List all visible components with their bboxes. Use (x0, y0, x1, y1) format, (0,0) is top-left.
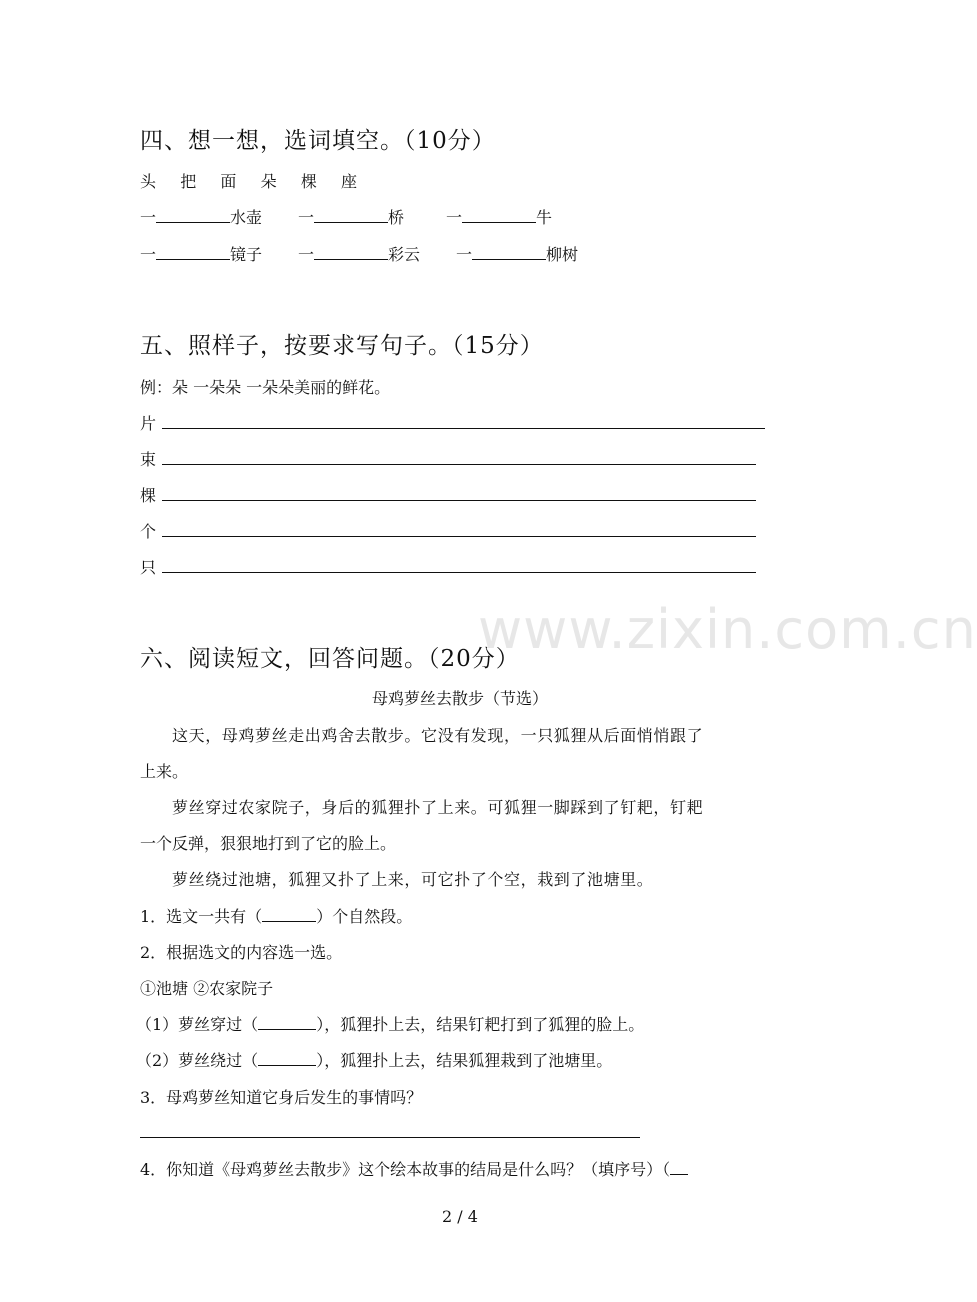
watermark: www.zixin.com.cn (478, 598, 977, 661)
passage-title: 母鸡萝丝去散步（节选） (371, 689, 548, 708)
word: 头 (140, 172, 157, 191)
question-1 (140, 904, 412, 927)
fill-suffix: 牛 (536, 208, 553, 227)
passage-para1-line1: 这天，母鸡萝丝走出鸡舍去散步。它没有发现，一只狐狸从后面悄悄跟了 (172, 726, 704, 745)
q3-answer-line[interactable] (140, 1137, 640, 1138)
fill-prefix: 一 (456, 245, 473, 264)
section4-title: 四、想一想，选词填空。（10分） (140, 128, 496, 154)
question-2: 2．根据选文的内容选一选。 (140, 943, 343, 962)
question-3: 3．母鸡萝丝知道它身后发生的事情吗？ (140, 1088, 423, 1107)
fill-suffix: 柳树 (546, 245, 579, 264)
answer-blank[interactable] (472, 243, 546, 260)
answer-blank[interactable] (156, 206, 230, 223)
fill-prefix: 一 (298, 245, 315, 264)
passage-para2-line1: 萝丝穿过农家院子，身后的狐狸扑了上来。可狐狸一脚踩到了钉耙，钉耙 (172, 798, 704, 817)
fill-row-2b (298, 242, 420, 265)
sentence-char: 片 (140, 414, 157, 433)
question-2-1 (136, 1012, 644, 1035)
q1-text-b: ）个自然段。 (316, 907, 413, 926)
q1-text-a: 1．选文一共有（ (140, 907, 263, 926)
fill-row-2 (140, 242, 262, 265)
word: 棵 (300, 172, 317, 191)
question-2-options: ①池塘 ②农家院子 (140, 979, 274, 998)
sentence-char: 棵 (140, 486, 157, 505)
sentence-answer-line[interactable] (162, 572, 756, 573)
sentence-answer-line[interactable] (162, 536, 756, 537)
word: 座 (341, 172, 358, 191)
sentence-answer-line[interactable] (162, 464, 756, 465)
fill-suffix: 彩云 (388, 245, 421, 264)
sentence-char: 个 (140, 522, 157, 541)
word: 朵 (260, 172, 277, 191)
section6-title: 六、阅读短文，回答问题。（20分） (140, 646, 520, 672)
fill-row-1 (140, 205, 262, 228)
passage-para1-line2: 上来。 (140, 762, 189, 781)
word-bank (140, 169, 357, 192)
sentence-char: 束 (140, 450, 157, 469)
q2-1-text-b: ），狐狸扑上去，结果钉耙打到了狐狸的脸上。 (316, 1015, 645, 1034)
fill-row-1b (298, 205, 404, 228)
fill-row-1c (446, 205, 552, 228)
passage-para2-line2: 一个反弹，狠狠地打到了它的脸上。 (140, 834, 397, 853)
section5-title: 五、照样子，按要求写句子。（15分） (140, 333, 544, 359)
sentence-answer-line[interactable] (162, 500, 756, 501)
passage-para3: 萝丝绕过池塘，狐狸又扑了上来，可它扑了个空，栽到了池塘里。 (172, 870, 654, 889)
word: 面 (220, 172, 237, 191)
question-2-2 (136, 1048, 612, 1071)
q4-text: 4．你知道《母鸡萝丝去散步》这个绘本故事的结局是什么吗？（填序号）（ (140, 1160, 671, 1179)
word: 把 (180, 172, 197, 191)
answer-blank[interactable] (314, 243, 388, 260)
answer-blank[interactable] (314, 206, 388, 223)
example-sentence: 例：朵 一朵朵 一朵朵美丽的鲜花。 (140, 378, 391, 397)
fill-prefix: 一 (446, 208, 463, 227)
fill-row-2c (456, 242, 578, 265)
sentence-answer-line[interactable] (162, 428, 765, 429)
fill-suffix: 桥 (388, 208, 405, 227)
answer-blank[interactable] (258, 1013, 316, 1030)
answer-blank[interactable] (156, 243, 230, 260)
sentence-char: 只 (140, 558, 157, 577)
fill-prefix: 一 (298, 208, 315, 227)
answer-blank[interactable] (462, 206, 536, 223)
fill-prefix: 一 (140, 245, 157, 264)
q2-1-text-a: （1）萝丝穿过（ (136, 1015, 259, 1034)
fill-suffix: 水壶 (230, 208, 263, 227)
answer-blank[interactable] (258, 1049, 316, 1066)
q2-2-text-b: ），狐狸扑上去，结果狐狸栽到了池塘里。 (316, 1051, 613, 1070)
answer-blank[interactable] (262, 905, 316, 922)
page-number: 2 / 4 (442, 1207, 478, 1226)
fill-prefix: 一 (140, 208, 157, 227)
question-4 (140, 1157, 688, 1180)
answer-blank[interactable] (670, 1158, 688, 1175)
q2-2-text-a: （2）萝丝绕过（ (136, 1051, 259, 1070)
fill-suffix: 镜子 (230, 245, 263, 264)
